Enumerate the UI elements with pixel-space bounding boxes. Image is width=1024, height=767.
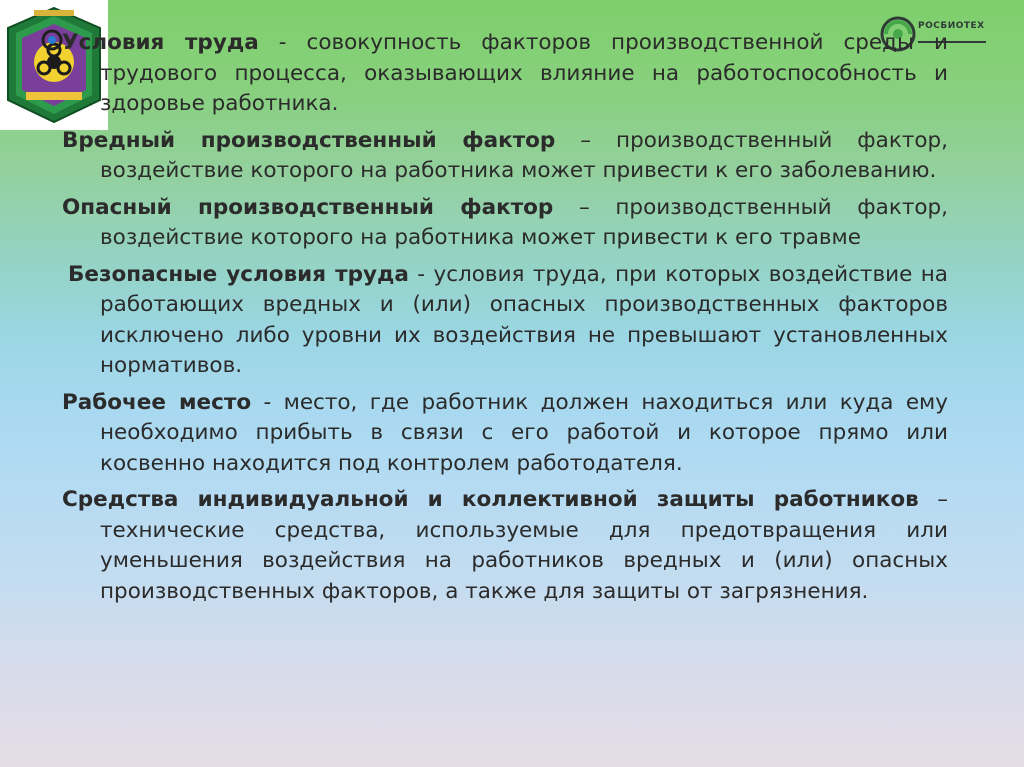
definition-paragraph <box>62 193 948 254</box>
definition-separator: – <box>553 194 616 220</box>
definition-separator: - <box>258 30 307 55</box>
definition-text: совокупность факторов производственной среды и трудового процесса, оказывающих влияние на работоспособность и здоровье работника. <box>100 30 948 116</box>
definition-paragraph <box>62 126 948 187</box>
definition-term: Рабочее место <box>62 389 252 415</box>
definition-paragraph <box>62 28 948 120</box>
definition-separator: – <box>555 127 617 153</box>
definition-text: условия труда, при которых воздействие на работающих вредных и (или) опасных производственных факторов исключено либо уровни их воздействия не превышают установленных нормативов. <box>100 261 948 378</box>
definition-separator: – <box>918 487 948 512</box>
definition-term: Условия труда <box>62 30 259 55</box>
brand-name: РОСБИОТЕХ <box>918 21 985 31</box>
definition-text: производственный фактор, воздействие которого на работника может привести к его заболеванию. <box>100 127 948 183</box>
definition-term: Опасный производственный фактор <box>62 194 554 220</box>
definition-text: технические средства, используемые для предотвращения или уменьшения воздействия на работников вредных и (или) опасных производственных факторов, а также для защиты от загрязнения. <box>100 517 948 604</box>
definition-term: Безопасные условия труда <box>68 261 409 287</box>
bullet-ring-icon <box>40 28 64 52</box>
definition-paragraph <box>62 485 948 607</box>
definition-separator: - <box>251 389 284 415</box>
definition-separator: - <box>408 261 434 287</box>
definition-term: Средства индивидуальной и коллективной защиты работников <box>62 487 919 512</box>
definition-paragraph <box>62 388 948 480</box>
definition-text: место, где работник должен находиться или куда ему необходимо прибыть в связи с его работой и которое прямо или косвенно находится под контролем работодателя. <box>100 389 948 476</box>
definition-text: производственный фактор, воздействие которого на работника может привести к его травме <box>100 194 948 250</box>
definitions-list <box>62 28 948 613</box>
definition-term: Вредный производственный фактор <box>62 127 556 153</box>
definition-paragraph <box>62 260 948 382</box>
